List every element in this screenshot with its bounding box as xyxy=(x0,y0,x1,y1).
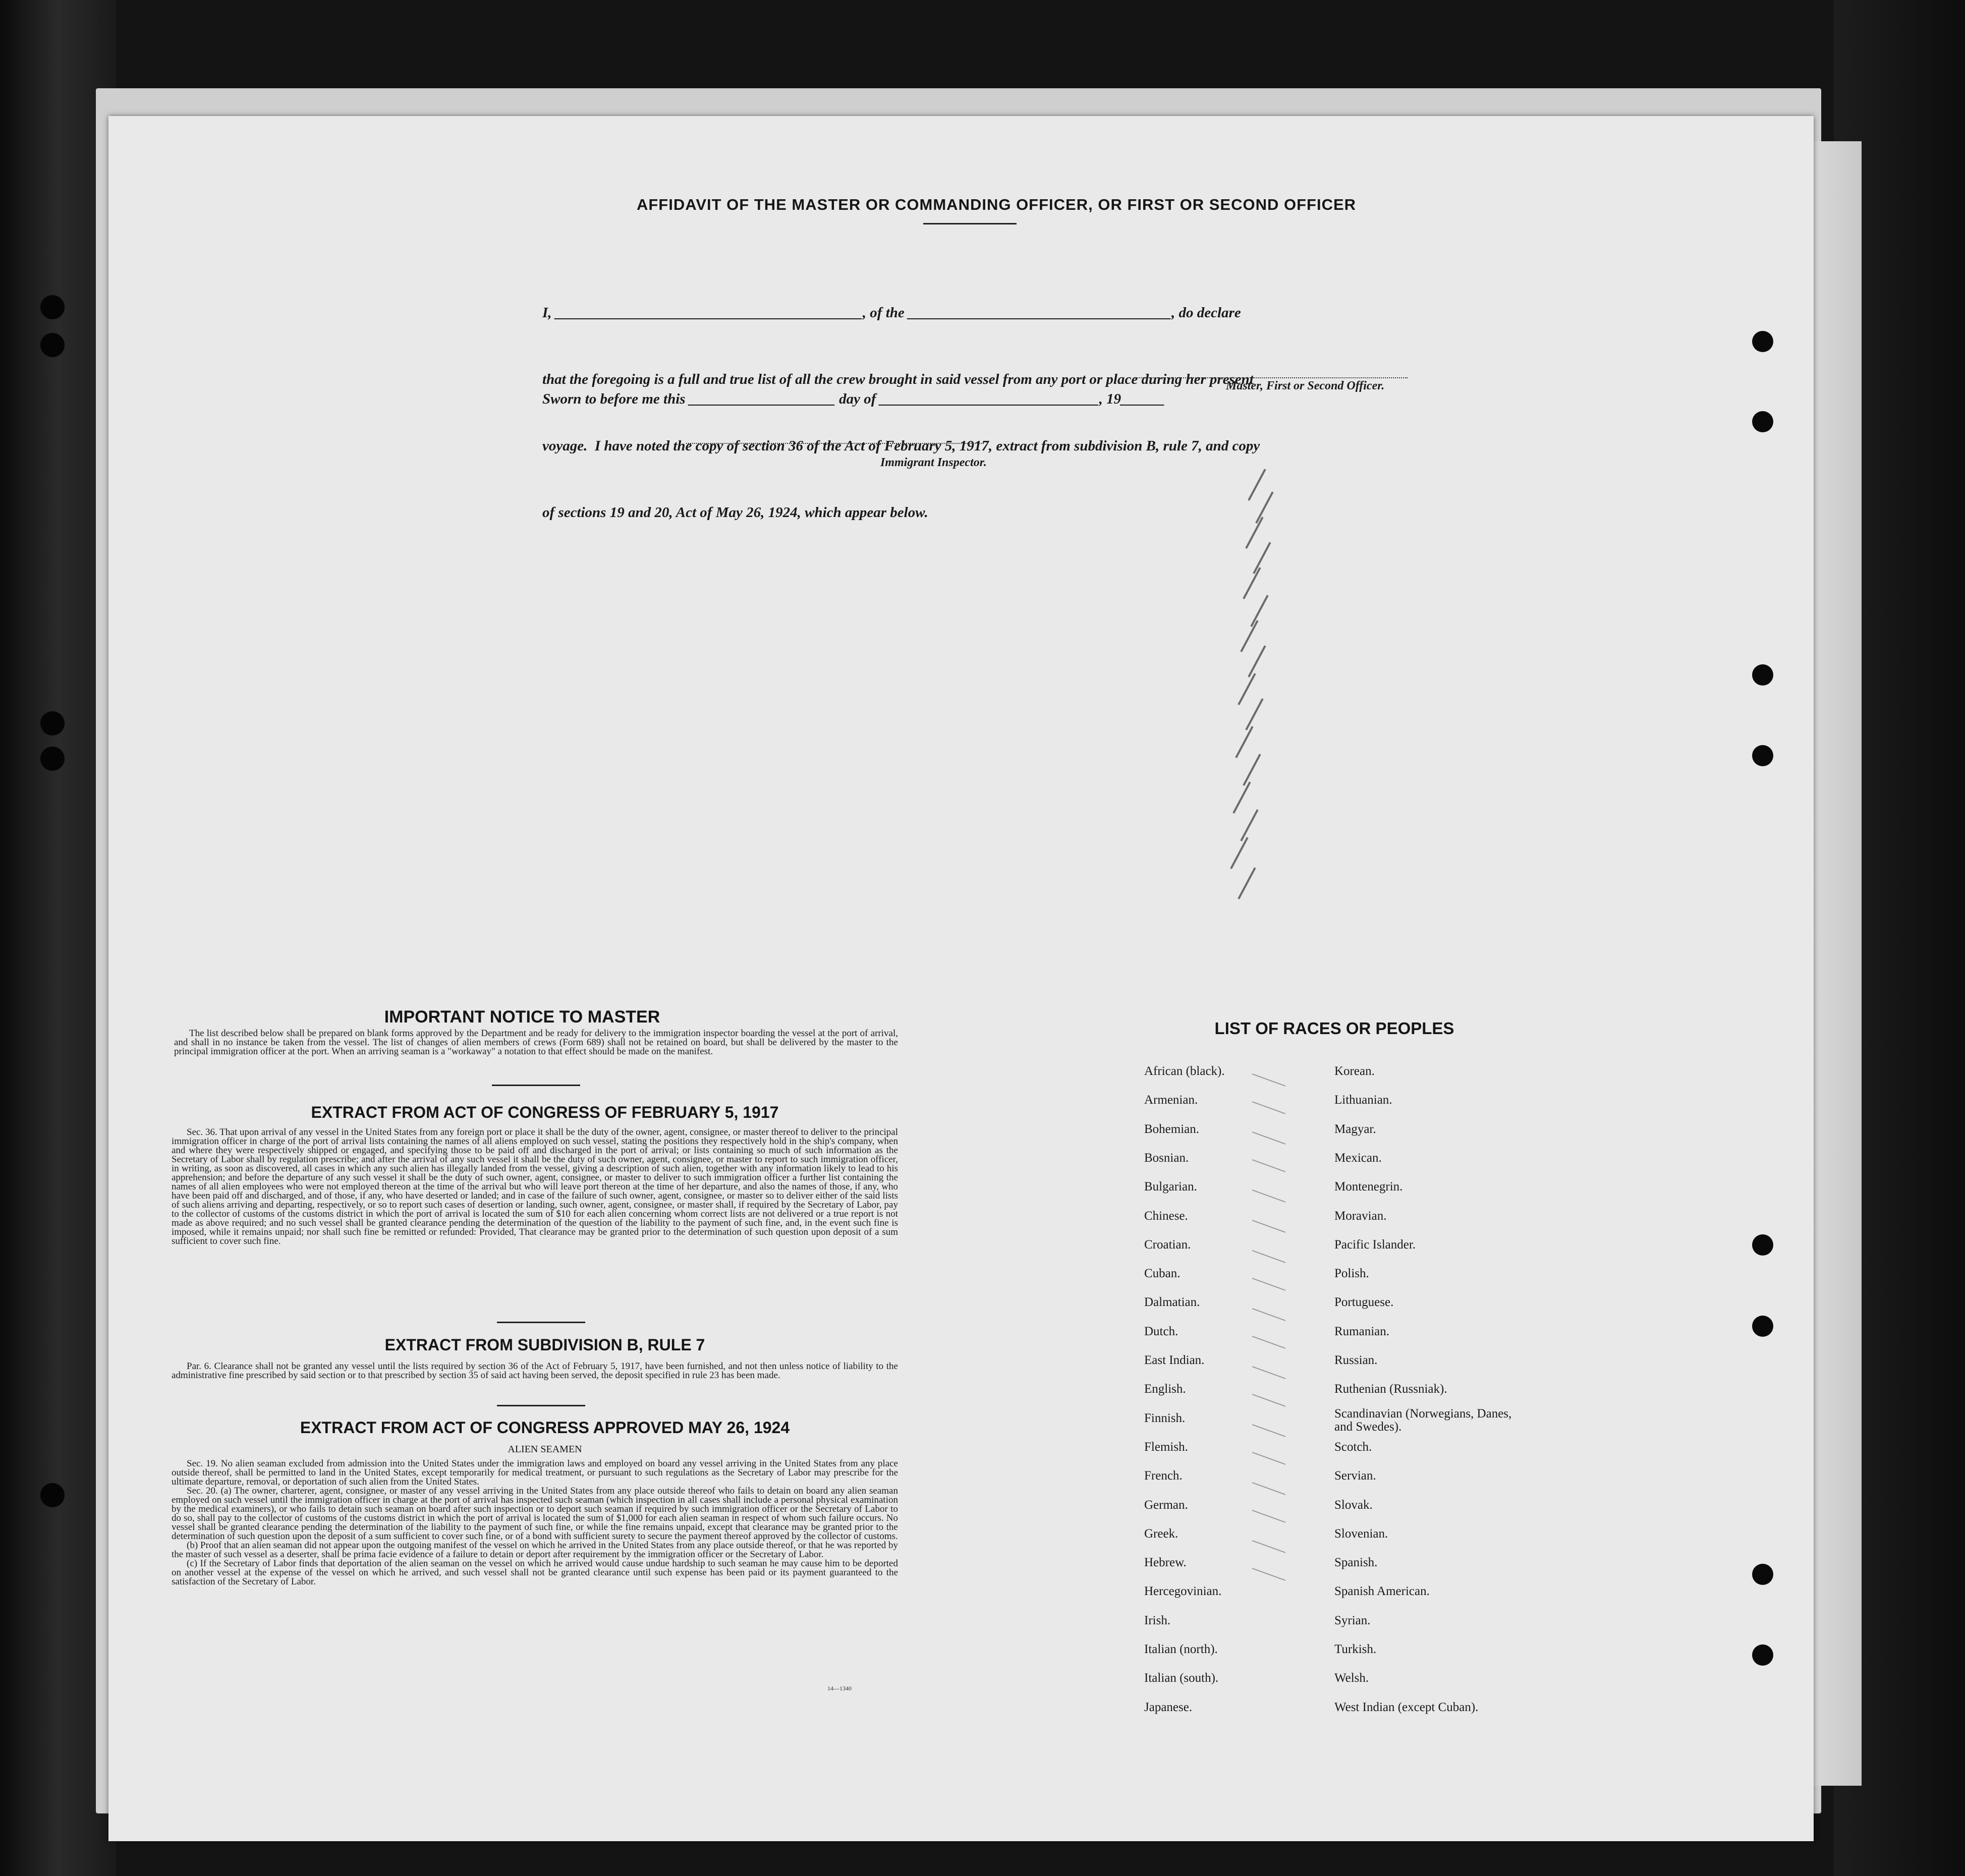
race-entry: Croatian. xyxy=(1144,1238,1191,1252)
extract-1924-paragraph: Sec. 19. No alien seaman excluded from admission into the United States under the immigration laws and employed on board any vessel arriving in the United States from any place outside thereof, shall be permitted to land in the United States, except temporarily for medical treatment, or pursuant to such regulations as the Secretary of Labor may prescribe for the ultimate departure, removal, or deportation of such alien from the United States. xyxy=(172,1458,898,1487)
race-entry: Lithuanian. xyxy=(1334,1093,1392,1107)
binder-hole-right xyxy=(1752,1234,1773,1256)
master-signature-line xyxy=(1135,377,1408,378)
race-entry: Magyar. xyxy=(1334,1122,1376,1136)
race-entry: Welsh. xyxy=(1334,1671,1369,1685)
section-rule xyxy=(497,1322,585,1323)
binder-hole-right xyxy=(1752,1564,1773,1585)
race-entry: East Indian. xyxy=(1144,1353,1205,1367)
race-entry: Moravian. xyxy=(1334,1209,1387,1223)
race-entry: Polish. xyxy=(1334,1267,1369,1280)
race-entry: Mexican. xyxy=(1334,1151,1382,1165)
race-entry: Montenegrin. xyxy=(1334,1180,1403,1193)
notice-paragraph: The list described below shall be prepared on blank forms approved by the Department and be ready for delivery to the immigration inspector boarding the vessel at the port of arrival, and shall in no instance be taken from the vessel. The list of changes of alien members of crews (Form 689) shall not be retained on board, but shall be delivered by the master to the principal immigration officer at the port. When an arriving seaman is a "workaway" a notation to that effect should be made on the manifest. xyxy=(174,1028,898,1057)
race-entry: German. xyxy=(1144,1498,1188,1512)
rule7-paragraph: Par. 6. Clearance shall not be granted any vessel until the lists required by section 36 of the Act of February 5, 1917, have been furnished, and not then unless notice of liability to the administrative fine prescribed by said section or to that prescribed by section 35 of said act having been served, the deposit specified in rule 23 has been made. xyxy=(172,1361,898,1381)
extract-1924-paragraph: (b) Proof that an alien seaman did not appear upon the outgoing manifest of the vessel on which he arrived in the United States from any place outside thereof, or that he was reported by the master of such vessel as a deserter, shall be prima facie evidence of a failure to detain or deport after requirement by the immigration officer or the Secretary of Labor. xyxy=(172,1540,898,1560)
race-entry: Flemish. xyxy=(1144,1440,1188,1454)
binder-hole-left xyxy=(40,711,65,735)
race-entry: Hercegovinian. xyxy=(1144,1584,1222,1598)
race-entry: English. xyxy=(1144,1382,1186,1396)
race-entry: Portuguese. xyxy=(1334,1295,1394,1309)
rule7-text xyxy=(172,1362,898,1380)
race-entry: Italian (north). xyxy=(1144,1642,1218,1656)
binder-hole-right xyxy=(1752,1644,1773,1666)
extract-1917-text xyxy=(172,1128,898,1246)
race-entry: Italian (south). xyxy=(1144,1671,1219,1685)
affidavit-line: voyage. I have noted the copy of section 36 of the Act of February 5, 1917, extract from subdivision B, rule 7, and copy xyxy=(542,438,1260,454)
race-entry: Dutch. xyxy=(1144,1325,1178,1338)
binder-hole-left xyxy=(40,295,65,319)
race-entry: Pacific Islander. xyxy=(1334,1238,1416,1252)
race-entry: French. xyxy=(1144,1469,1183,1483)
inspector-signature-label: Immigrant Inspector. xyxy=(880,456,987,469)
binder-hole-left xyxy=(40,1483,65,1507)
master-signature-label: Master, First or Second Officer. xyxy=(1226,379,1385,392)
race-entry: Turkish. xyxy=(1334,1642,1377,1656)
race-entry: Rumanian. xyxy=(1334,1325,1390,1338)
section-rule xyxy=(492,1085,580,1086)
race-entry: Greek. xyxy=(1144,1527,1178,1541)
affidavit-line: I, __________________________________________, of the ____________________________________, do declare xyxy=(542,305,1241,321)
race-entry: Spanish. xyxy=(1334,1556,1378,1569)
race-entry: Dalmatian. xyxy=(1144,1295,1200,1309)
rule7-title: EXTRACT FROM SUBDIVISION B, RULE 7 xyxy=(384,1336,705,1354)
binder-hole-right xyxy=(1752,411,1773,432)
race-entry: Syrian. xyxy=(1334,1614,1371,1627)
race-entry: Hebrew. xyxy=(1144,1556,1187,1569)
race-entry: Irish. xyxy=(1144,1614,1171,1627)
race-entry: Ruthenian (Russniak). xyxy=(1334,1382,1447,1396)
affidavit-line: of sections 19 and 20, Act of May 26, 1924, which appear below. xyxy=(542,504,928,521)
title-rule xyxy=(923,223,1017,224)
binder-hole-left xyxy=(40,333,65,357)
binder-hole-right xyxy=(1752,745,1773,766)
binder-hole-left xyxy=(40,747,65,771)
race-entry: Servian. xyxy=(1334,1469,1376,1483)
extract-1917-paragraph: Sec. 36. That upon arrival of any vessel in the United States from any foreign port or place it shall be the duty of the owner, agent, consignee, or master thereof to deliver to the principal immigration officer in charge of the port of arrival lists containing the names of all aliens employed on such vessel, stating the positions they respectively hold in the ship's company, when and where they were respectively shipped or engaged, and specifying those to be paid off and discharged in the port of arrival; or lists containing so much of such information as the Secretary of Labor shall by regulation prescribe; and after the arrival of any such vessel it shall be the duty of such owner, agent, consignee, or master to report to such immigration officer, in writing, as soon as discovered, all cases in which any such alien has illegally landed from the vessel, giving a description of such alien, together with any information likely to lead to his apprehension; and before the departure of any such vessel it shall be the duty of such owner, agent, consignee, or master to deliver to such immigration officer a further list containing the names of all alien employees who were not employed thereon at the time of the arrival but who will leave port thereon at the time of her departure, and also the names of those, if any, who have been paid off and discharged, and of those, if any, who have deserted or landed; and in case of the failure of such owner, agent, consignee, or master so to deliver either of the said lists of such aliens arriving and departing, respectively, or so to report such cases of desertion or landing, such owner, agent, consignee, or master shall, if required by the Secretary of Labor, pay to the collector of customs of the customs district in which the port of arrival is located the sum of $10 for each alien concerning whom correct lists are not delivered or a true report is not made as above required; and no such vessel shall be granted clearance pending the determination of the question of the liability to the payment of such fine, and, in the event such fine is imposed, while it remains unpaid; nor shall such fine be remitted or refunded: Provided, That clearance may be granted prior to the determination of such question upon deposit of a sum sufficient to cover such fine. xyxy=(172,1127,898,1246)
race-entry: Slovak. xyxy=(1334,1498,1373,1512)
race-entry: Japanese. xyxy=(1144,1700,1193,1714)
race-entry: Armenian. xyxy=(1144,1093,1198,1107)
binder-hole-right xyxy=(1752,331,1773,352)
inspector-signature-line xyxy=(686,443,984,444)
race-entry: Russian. xyxy=(1334,1353,1378,1367)
races-right-column xyxy=(1334,1064,1556,1720)
section-rule xyxy=(497,1405,585,1406)
races-title: LIST OF RACES OR PEOPLES xyxy=(1214,1019,1454,1038)
notice-text xyxy=(174,1029,898,1056)
race-entry: Cuban. xyxy=(1144,1267,1181,1280)
extract-1924-title: EXTRACT FROM ACT OF CONGRESS APPROVED MAY 26, 1924 xyxy=(300,1418,790,1437)
race-entry: Spanish American. xyxy=(1334,1584,1430,1598)
race-entry: Finnish. xyxy=(1144,1411,1186,1425)
extract-1917-title: EXTRACT FROM ACT OF CONGRESS OF FEBRUARY 5, 1917 xyxy=(311,1103,779,1121)
race-entry: Slovenian. xyxy=(1334,1527,1388,1541)
race-entry: Korean. xyxy=(1334,1064,1375,1078)
race-entry: Scotch. xyxy=(1334,1440,1372,1454)
notice-title: IMPORTANT NOTICE TO MASTER xyxy=(384,1007,660,1027)
affidavit-title: AFFIDAVIT OF THE MASTER OR COMMANDING OFFICER, OR FIRST OR SECOND OFFICER xyxy=(636,196,1357,213)
race-entry: Chinese. xyxy=(1144,1209,1188,1223)
binder-hole-right xyxy=(1752,1316,1773,1337)
race-entry: Bulgarian. xyxy=(1144,1180,1197,1193)
extract-1924-paragraph: (c) If the Secretary of Labor finds that deportation of the alien seaman on the vessel on which he arrived would cause undue hardship to such seaman he may cause him to be deported on another vessel at the expense of the vessel on which he arrived, and such vessel shall not be granted clearance until such expense has been paid or its payment guaranteed to the satisfaction of the Secretary of Labor. xyxy=(172,1558,898,1587)
races-left-column xyxy=(1144,1064,1311,1720)
extract-1924-paragraph: Sec. 20. (a) The owner, charterer, agent, consignee, or master of any vessel arriving in the United States from any place outside thereof who fails to detain on board any alien seaman employed on such vessel until the immigration officer in charge at the port of arrival has inspected such seaman (which inspection in all cases shall include a personal physical examination by the medical examiners), or who fails to detain such seaman on board after such inspection or to deport such seaman if required by such immigration officer or the Secretary of Labor to do so, shall pay to the collector of customs of the customs district in which the port of arrival is located the sum of $1,000 for each alien seaman in respect of whom such failure occurs. No vessel shall be granted clearance pending the determination of the liability to the payment of such fine, or while the fine remains unpaid, except that clearance may be granted prior to the determination of such question upon the deposit of a sum sufficient to cover such fine, or of a bond with sufficient surety to secure the payment thereof approved by the collector of customs. xyxy=(172,1486,898,1542)
alien-seamen-subtitle: ALIEN SEAMEN xyxy=(508,1444,582,1455)
race-entry: Bosnian. xyxy=(1144,1151,1189,1165)
extract-1924-text xyxy=(172,1459,898,1586)
sworn-statement: Sworn to before me this ____________________ day of ______________________________, 19______ xyxy=(542,391,1165,407)
binder-hole-right xyxy=(1752,664,1773,686)
race-entry: Bohemian. xyxy=(1144,1122,1200,1136)
race-entry: Scandinavian (Norwegians, Danes, and Swedes). xyxy=(1334,1407,1512,1434)
form-number: 14—1340 xyxy=(827,1685,852,1692)
affidavit-line: that the foregoing is a full and true list of all the crew brought in said vessel from any port or place during her present xyxy=(542,371,1254,387)
race-entry: West Indian (except Cuban). xyxy=(1334,1700,1479,1714)
race-entry: African (black). xyxy=(1144,1064,1225,1078)
